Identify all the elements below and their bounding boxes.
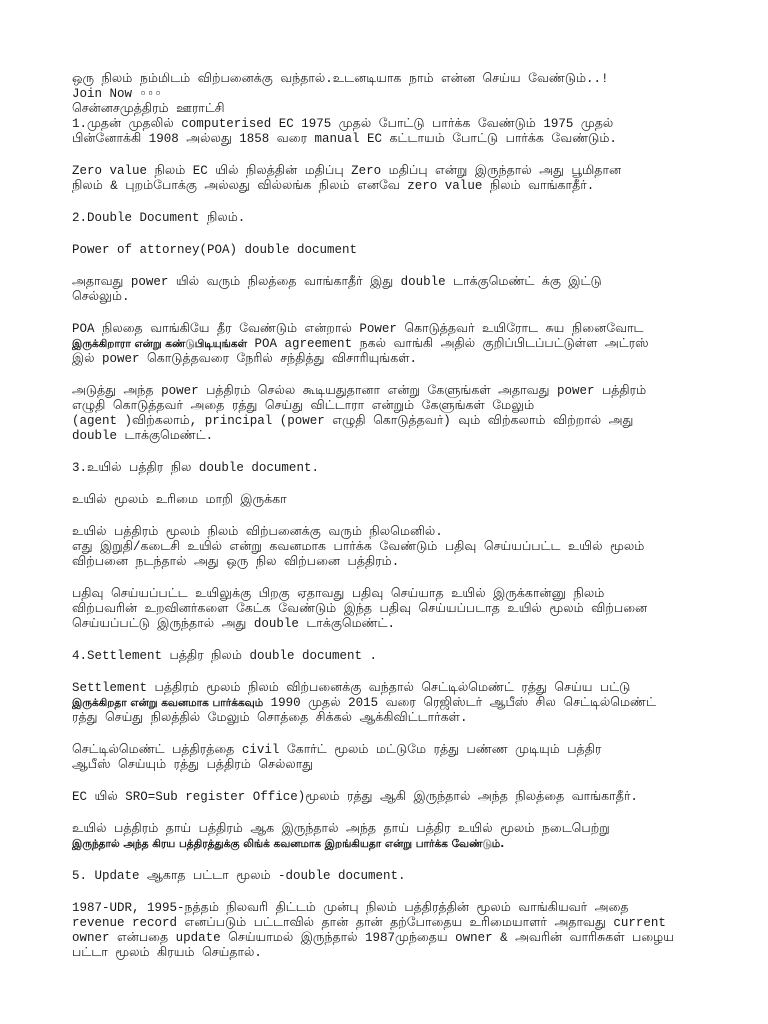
s2-p3-line-2: எழுதி கொடுத்தவர் அதை ரத்து செய்து விட்டாரா என்றும் கேளுங்கள் மேலும்	[72, 399, 535, 413]
s5-p1-line-3: owner என்பதை update செய்யாமல் இருந்தால் 1987முந்தைய owner & அவரின் வாரிசுகள் பழைய	[72, 931, 674, 945]
s3-p1-line-2: எது இறுதி/கடைசி உயில் என்று கவனமாக பார்க்க வேண்டும் பதிவு செய்யப்பட்ட உயில் மூலம்	[72, 540, 645, 554]
location-label: சென்னசமுத்திரம் ஊராட்சி	[72, 102, 225, 116]
poa-heading-text: Power of attorney(POA) double document	[72, 243, 358, 257]
s2-p3-line-1: அடுத்து அந்த power பத்திரம் செல்ல கூடியதுதானா என்று கேளுங்கள் அதாவது power பத்திரம்	[72, 384, 647, 398]
section-5-heading-text: 5. Update ஆகாத பட்டா மூலம் -double document.	[72, 869, 406, 883]
s4-p1-line-1: Settlement பத்திரம் மூலம் நிலம் விற்பனைக்கு வந்தால் செட்டில்மெண்ட் ரத்து செய்ய பட்டு	[72, 681, 631, 695]
s4-p3-line-1: EC யில் SRO=Sub register Office)மூலம் ரத்து ஆகி இருந்தால் அந்த நிலத்தை வாங்காதீர்.	[72, 790, 638, 804]
s2-p1-line-2: செல்லும்.	[72, 290, 130, 304]
section-2-heading	[72, 211, 728, 226]
s4-p1-line-2	[72, 696, 728, 711]
zero-value-paragraph	[72, 164, 728, 194]
s3-p2-line-2: விற்பவரின் உறவினர்களை கேட்க வேண்டும் இந்த பதிவு செய்யப்படாத உயில் மூலம் விற்பனை	[72, 602, 648, 616]
s5-p1-line-1: 1987-UDR, 1995-நத்தம் நிலவரி திட்டம் முன்பு நிலம் பத்திரத்தின் மூலம் வாங்கியவர் அதை	[72, 901, 629, 915]
s2-p2-line-3: இல் power கொடுத்தவரை நேரில் சந்தித்து விசாரியுங்கள்.	[72, 352, 418, 366]
zero-value-line-1: Zero value நிலம் EC யில் நிலத்தின் மதிப்பு Zero மதிப்பு என்று இருந்தால் அது பூமிதான	[72, 164, 622, 178]
zero-value-line-2: நிலம் & புறம்போக்கு அல்லது வில்லங்க நிலம் எனவே zero value நிலம் வாங்காதீர்.	[72, 179, 595, 193]
s2-p2-bold-phrase: இருக்கிறாரா என்று கண்டுபிடியுங்கள்	[72, 338, 248, 350]
s3-p2-line-1: பதிவு செய்யப்பட்ட உயிலுக்கு பிறகு ஏதாவது பதிவு செய்யாத உயில் இருக்கான்னு நிலம்	[72, 587, 605, 601]
s3-p2-line-3: செய்யப்பட்டு இருந்தால் அது double டாக்குமெண்ட்.	[72, 617, 396, 631]
section-3-paragraph-1	[72, 525, 728, 570]
s3-p1-line-1: உயில் பத்திரம் மூலம் நிலம் விற்பனைக்கு வரும் நிலமெனில்.	[72, 525, 443, 539]
section-3-heading-text: 3.உயில் பத்திர நில double document.	[72, 461, 319, 475]
s3-p1-line-3: விற்பனை நடந்தால் அது ஒரு நில விற்பனை பத்திரம்.	[72, 555, 400, 569]
section-4-paragraph-4	[72, 822, 728, 852]
article-title: ஒரு நிலம் நம்மிடம் விற்பனைக்கு வந்தால்.உடனடியாக நாம் என்ன செய்ய வேண்டும்..!	[72, 72, 609, 86]
point-1-line-2: பின்னோக்கி 1908 அல்லது 1858 வரை manual EC கட்டாயம் போட்டு பார்க்க வேண்டும்.	[72, 132, 617, 146]
section-3-paragraph-2	[72, 587, 728, 632]
s5-p1-line-2: revenue record எனப்படும் பட்டாவில் தான் தான் தற்போதைய உரிமையாளர் அதாவது current	[72, 916, 666, 930]
s4-p1-line-2-rest: 1990 முதல் 2015 வரை ரெஜிஸ்டர் ஆபீஸ் சில செட்டில்மெண்ட்	[263, 696, 656, 710]
s4-p4-line-2: இருந்தால் அந்த கிரய பத்திரத்துக்கு லிங்க் கவனமாக இறங்கியதா என்று பார்க்க வேண்டும்.	[72, 838, 505, 850]
section-2-heading-text: 2.Double Document நிலம்.	[72, 211, 246, 225]
s2-p1-line-1: அதாவது power யில் வரும் நிலத்தை வாங்காதீர் இது double டாக்குமெண்ட் க்கு இட்டு	[72, 275, 602, 289]
section-5-paragraph-1	[72, 901, 728, 961]
section-4-heading-text: 4.Settlement பத்திர நிலம் double document .	[72, 649, 377, 663]
s2-p2-line-2	[72, 337, 728, 352]
intro-block	[72, 72, 728, 147]
s2-p2-line-2-rest: POA agreement நகல் வாங்கி அதில் குறிப்பிடப்பட்டுள்ள அட்ரஸ்	[247, 337, 649, 351]
section-4-paragraph-2	[72, 743, 728, 773]
section-3-subheading-text: உயில் மூலம் உரிமை மாறி இருக்கா	[72, 493, 287, 507]
section-3-heading	[72, 461, 728, 476]
s2-p2-line-1: POA நிலதை வாங்கியே தீர வேண்டும் என்றால் Power கொடுத்தவர் உயிரோட சுய நினைவோட	[72, 322, 644, 336]
section-2-paragraph-1	[72, 275, 728, 305]
s5-p1-line-4: பட்டா மூலம் கிரயம் செய்தால்.	[72, 946, 262, 960]
section-4-paragraph-3	[72, 790, 728, 805]
section-5-heading	[72, 869, 728, 884]
s4-p4-line-1: உயில் பத்திரம் தாய் பத்திரம் ஆக இருந்தால் அந்த தாய் பத்திர உயில் மூலம் நடைபெற்று	[72, 822, 610, 836]
point-1-line-1: 1.முதன் முதலில் computerised EC 1975 முதல் போட்டு பார்க்க வேண்டும் 1975 முதல்	[72, 117, 614, 131]
section-2-paragraph-2	[72, 322, 728, 367]
section-4-heading	[72, 649, 728, 664]
poa-heading	[72, 243, 728, 258]
s4-p1-line-3: ரத்து செய்து நிலத்தில் மேலும் சொத்தை சிக்கல் ஆக்கிவிட்டார்கள்.	[72, 711, 468, 725]
s4-p2-line-1: செட்டில்மெண்ட் பத்திரத்தை civil கோர்ட் மூலம் மட்டுமே ரத்து பண்ண முடியும் பத்திர	[72, 743, 602, 757]
join-now-link[interactable]: Join Now ▫▫▫	[72, 87, 163, 101]
s4-p2-line-2: ஆபீஸ் செய்யும் ரத்து பத்திரம் செல்லாது	[72, 758, 314, 772]
section-4-paragraph-1	[72, 681, 728, 726]
s2-p3-line-3: (agent )விற்கலாம், principal (power எழுதி கொடுத்தவர்) வும் விற்கலாம் விற்றால் அது	[72, 414, 634, 428]
section-2-paragraph-3	[72, 384, 728, 444]
s4-p1-bold-phrase: இருக்கிறதா என்று கவனமாக பார்க்கவும்	[72, 697, 264, 709]
section-3-subheading	[72, 493, 728, 508]
s2-p3-line-4: double டாக்குமெண்ட்.	[72, 429, 214, 443]
